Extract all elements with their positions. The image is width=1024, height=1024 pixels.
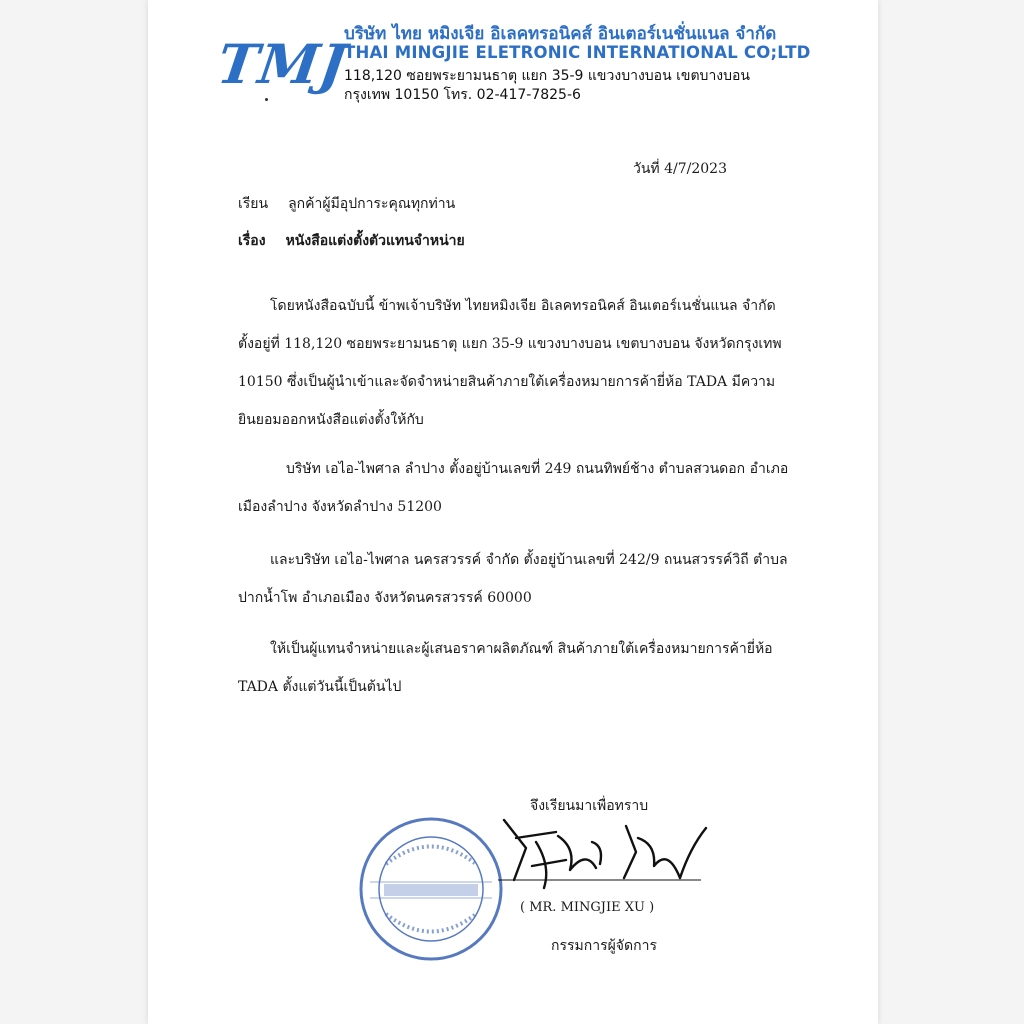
subject-text: หนังสือแต่งตั้งตัวแทนจำหน่าย xyxy=(285,233,465,249)
company-stamp xyxy=(356,814,506,964)
paragraph-line: บริษัท เอไอ-ไพศาล ลำปาง ตั้งอยู่บ้านเลขที่ 249 ถนนทิพย์ช้าง ตำบลสวนดอก อำเภอ xyxy=(286,461,789,477)
company-name-thai: บริษัท ไทย หมิงเจีย อิเลคทรอนิคส์ อินเตอร์เนชั่นแนล จำกัด xyxy=(344,24,777,44)
subject xyxy=(238,230,465,252)
paragraph-line: TADA ตั้งแต่วันนี้เป็นต้นไป xyxy=(238,679,402,695)
paragraph-line: โดยหนังสือฉบับนี้ ข้าพเจ้าบริษัท ไทยหมิงเจีย อิเลคทรอนิคส์ อินเตอร์เนชั่นแนล จำกัด xyxy=(270,298,776,314)
company-logo: TMJ xyxy=(213,32,352,96)
closing-text: จึงเรียนมาเพื่อทราบ xyxy=(530,798,649,814)
signature xyxy=(496,808,726,898)
subject-label: เรื่อง xyxy=(238,233,266,249)
salutation-text: ลูกค้าผู้มีอุปการะคุณทุกท่าน xyxy=(288,196,456,212)
paragraph-line: ปากน้ำโพ อำเภอเมือง จังหวัดนครสวรรค์ 60000 xyxy=(238,590,532,606)
salutation-label: เรียน xyxy=(238,196,269,212)
paragraph-4 xyxy=(238,630,798,706)
left-margin xyxy=(0,0,148,1024)
paragraph-line: ให้เป็นผู้แทนจำหน่ายและผู้เสนอราคาผลิตภัณฑ์ สินค้าภายใต้เครื่องหมายการค้ายี่ห้อ xyxy=(270,641,773,657)
company-name-english: THAI MINGJIE ELETRONIC INTERNATIONAL CO;LTD xyxy=(344,43,811,62)
salutation xyxy=(238,193,455,215)
signer-name: ( MR. MINGJIE XU ) xyxy=(520,900,655,915)
paragraph-line: เมืองลำปาง จังหวัดลำปาง 51200 xyxy=(238,499,442,515)
paragraph-line: ตั้งอยู่ที่ 118,120 ซอยพระยามนธาตุ แยก 35-9 แขวงบางบอน เขตบางบอน จังหวัดกรุงเทพ xyxy=(238,336,782,352)
signer-title: กรรมการผู้จัดการ xyxy=(551,938,657,954)
paragraph-line: ยินยอมออกหนังสือแต่งตั้งให้กับ xyxy=(238,412,424,428)
paragraph-2 xyxy=(238,450,798,526)
letter-date: วันที่ 4/7/2023 xyxy=(633,161,727,177)
company-address-line1: 118,120 ซอยพระยามนธาตุ แยก 35-9 แขวงบางบอน เขตบางบอน xyxy=(344,68,750,84)
right-margin xyxy=(878,0,1024,1024)
company-address-line2: กรุงเทพ 10150 โทร. 02-417-7825-6 xyxy=(344,87,581,103)
paragraph-line: และบริษัท เอไอ-ไพศาล นครสวรรค์ จำกัด ตั้งอยู่บ้านเลขที่ 242/9 ถนนสวรรค์วิถี ตำบล xyxy=(270,552,788,568)
paragraph-line: 10150 ซึ่งเป็นผู้นำเข้าและจัดจำหน่ายสินค้าภายใต้เครื่องหมายการค้ายี่ห้อ TADA มีความ xyxy=(238,374,776,390)
paragraph-1 xyxy=(238,287,798,439)
stray-dot xyxy=(265,98,268,101)
paragraph-3 xyxy=(238,541,798,617)
